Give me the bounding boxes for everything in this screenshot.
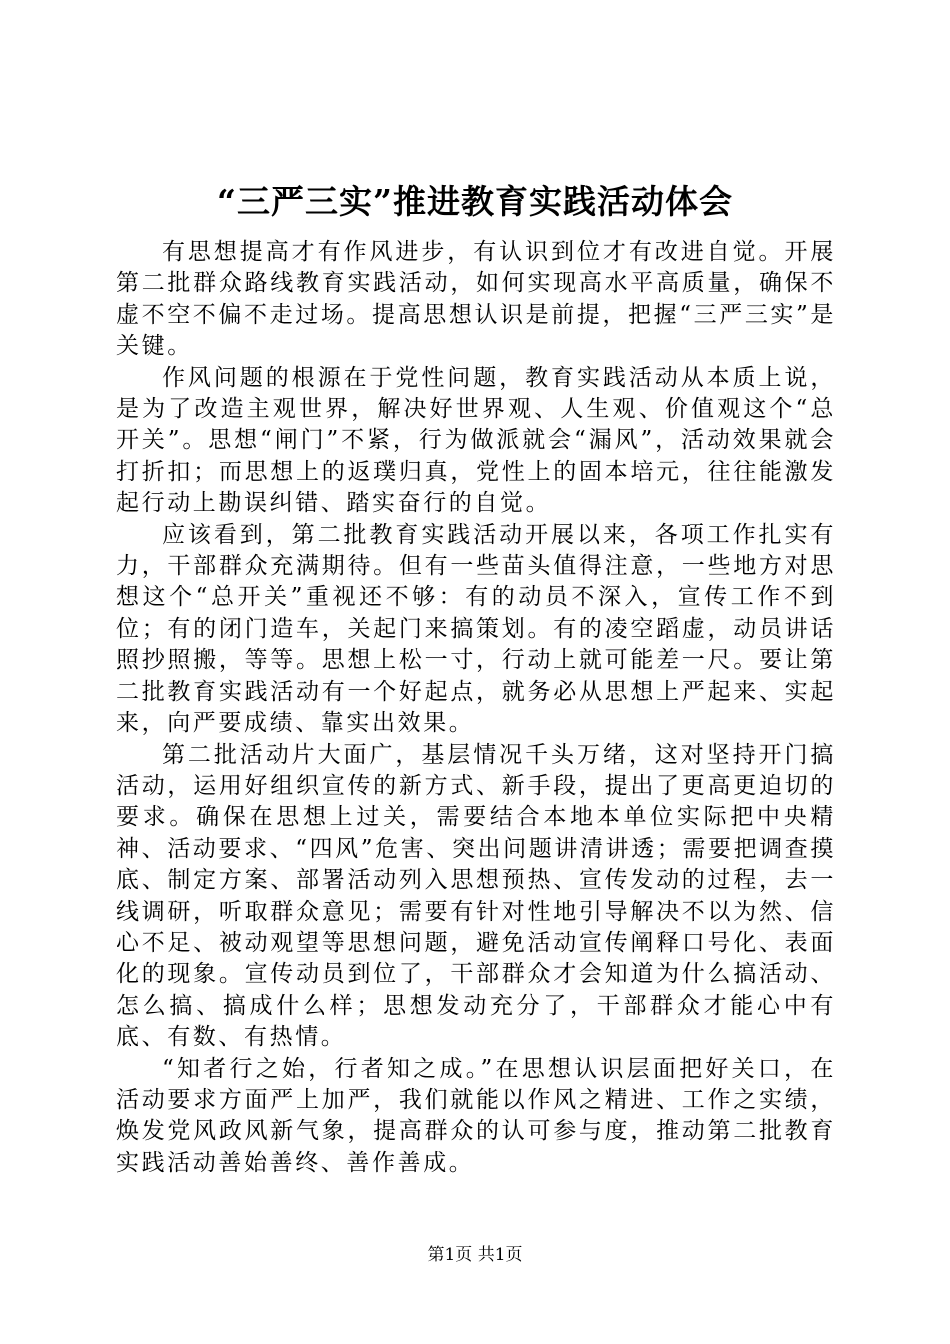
paragraph-3: 应该看到，第二批教育实践活动开展以来，各项工作扎实有力，干部群众充满期待。但有一些苗头值得注意，一些地方对思想这个“总开关”重视还不够：有的动员不深入，宣传工作不到位；有的闭门造车，关起门来搞策划。有的凌空蹈虚，动员讲话照抄照搬，等等。思想上松一寸，行动上就可能差一尺。要让第二批教育实践活动有一个好起点，就务必从思想上严起来、实起来，向严要成绩、靠实出效果。 — [116, 521, 836, 737]
page-number-footer: 第1页 共1页 — [427, 1245, 523, 1265]
document-title: “三严三实”推进教育实践活动体会 — [217, 182, 733, 221]
paragraph-2: 作风问题的根源在于党性问题，教育实践活动从本质上说，是为了改造主观世界，解决好世界观、人生观、价值观这个“总开关”。思想“闸门”不紧，行为做派就会“漏风”，活动效果就会打折扣；而思想上的返璞归真，党性上的固本培元，往往能激发起行动上勘误纠错、踏实奋行的自觉。 — [116, 364, 836, 517]
document-body — [116, 237, 836, 1179]
paragraph-5: “知者行之始，行者知之成。”在思想认识层面把好关口，在活动要求方面严上加严，我们就能以作风之精进、工作之实绩，焕发党风政风新气象，提高群众的认可参与度，推动第二批教育实践活动善始善终、善作善成。 — [116, 1055, 836, 1176]
paragraph-1: 有思想提高才有作风进步，有认识到位才有改进自觉。开展第二批群众路线教育实践活动，如何实现高水平高质量，确保不虚不空不偏不走过场。提高思想认识是前提，把握“三严三实”是关键。 — [116, 239, 836, 360]
paragraph-4: 第二批活动片大面广，基层情况千头万绪，这对坚持开门搞活动，运用好组织宣传的新方式、新手段，提出了更高更迫切的要求。确保在思想上过关，需要结合本地本单位实际把中央精神、活动要求、“四风”危害、突出问题讲清讲透；需要把调查摸底、制定方案、部署活动列入思想预热、宣传发动的过程，去一线调研，听取群众意见；需要有针对性地引导解决不以为然、信心不足、被动观望等思想问题，避免活动宣传阐释口号化、表面化的现象。宣传动员到位了，干部群众才会知道为什么搞活动、怎么搞、搞成什么样；思想发动充分了，干部群众才能心中有底、有数、有热情。 — [116, 741, 836, 1051]
